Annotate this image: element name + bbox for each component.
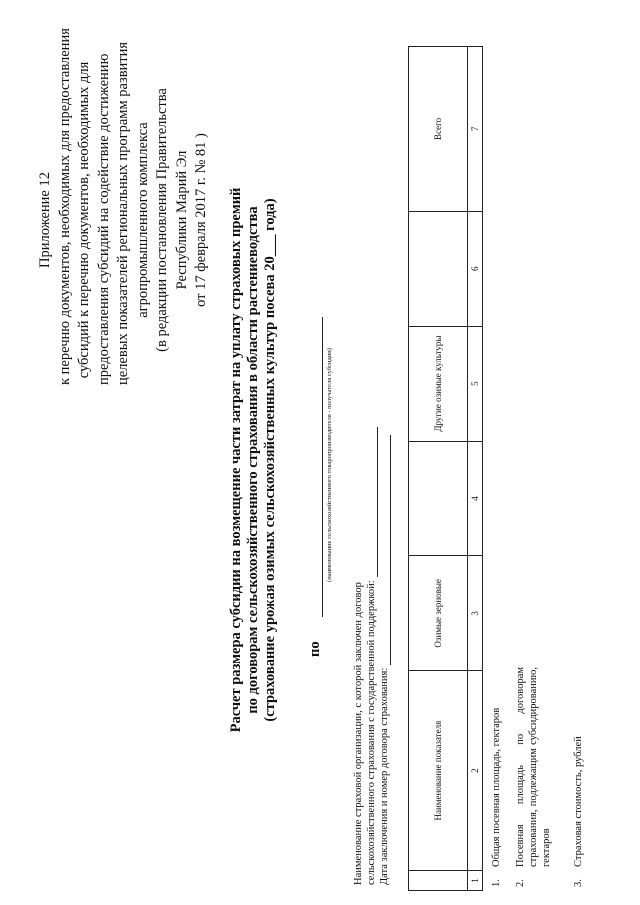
appendix-line: к перечню документов, необходимых для предоставления (56, 28, 73, 385)
header-cell (409, 211, 468, 326)
header-cell: Всего (409, 47, 468, 212)
header-cell (409, 441, 468, 556)
appendix-line: (в редакции постановления Правительства (154, 88, 170, 352)
appendix-line: агропромышленного комплекса (134, 122, 151, 318)
appendix-header (36, 28, 212, 385)
title-line: по договорам сельскохозяйственного страхования в области растениеводства (245, 206, 261, 714)
document-title (228, 135, 279, 785)
appendix-line: от 17 февраля 2017 г. № 81 ) (193, 133, 209, 307)
table-header-row (409, 47, 468, 891)
appendix-line: целевых показателей региональных программ развития (115, 41, 131, 385)
column-number: 7 (468, 47, 483, 212)
title-line: Расчет размера субсидии на возмещение части затрат на уплату страховых премий (228, 187, 244, 733)
header-cell: Наименование показателя (409, 671, 468, 871)
column-number: 5 (468, 326, 483, 441)
contract-date-line: Дата заключения и номер договора страхования: (378, 427, 391, 885)
table-number-row (468, 47, 483, 891)
header-cell: Другие озимые культуры (409, 326, 468, 441)
column-number: 4 (468, 441, 483, 556)
title-line: (страхование урожая озимых сельскохозяйственных культур посева 20___ года) (262, 198, 278, 722)
insurer-line-2: сельскохозяйственного страхования с государственной поддержкой: (365, 427, 378, 885)
appendix-line: Приложение 12 (37, 172, 53, 268)
contract-info (352, 427, 391, 885)
recipient-caption: (наименование сельскохозяйственного товаропроизводителя - получателя субсидии) (326, 348, 333, 582)
recipient-label: по (307, 641, 323, 657)
header-cell: Озимые зерновые (409, 556, 468, 671)
appendix-line: Республики Марий Эл (173, 150, 190, 290)
insurer-line: Наименование страховой организации, с которой заключен договор (353, 582, 364, 885)
column-number: 6 (468, 211, 483, 326)
recipient-fill-line (322, 317, 323, 617)
contract-date-fill-line (380, 435, 391, 665)
column-number: 1 (468, 871, 483, 891)
document-page: Приложение 12 к перечню документов, необходимых для предоставления субсидий к перечню документов, необходимых для предоставления субсидий на содействие достижению целевых показателей региональных программ развития агропромышленного комплекса (в редакции постановления Правительства Республики Марий Эл от 17 февраля 2017 г. № 81 ) Расчет размера субсидии на возмещение части затрат на уплату страховых премий по договорам сельскохозяйственного страхования в области растениеводства (страхование урожая озимых сельскохозяйственных культур посева 20___ года) по (наименование сельскохозяйственного товаропроизводителя - получателя субсидии) Наименование страховой организации, с которой заключен договор сельскохозяйственного страхования с государственной поддержкой: Дата заключения и номер договора страхования: Наименование показателя Озимые зерновые Другие озимые культуры Всего 1 2 3 4 5 6 7 1. Общая посевная площадь, гектаров 2. Посевная площадь по договорам страхования, подлежащим субсидированию, гектаров 3. Страховая стоимость, рублей (0, 0, 640, 905)
insurer-fill-line (367, 427, 378, 577)
column-number: 2 (468, 671, 483, 871)
appendix-line: субсидий к перечню документов, необходимых для (76, 61, 92, 379)
header-cell (409, 871, 468, 891)
appendix-line: предоставления субсидий на содействие достижению (95, 53, 112, 385)
calculation-table (408, 46, 483, 891)
column-number: 3 (468, 556, 483, 671)
